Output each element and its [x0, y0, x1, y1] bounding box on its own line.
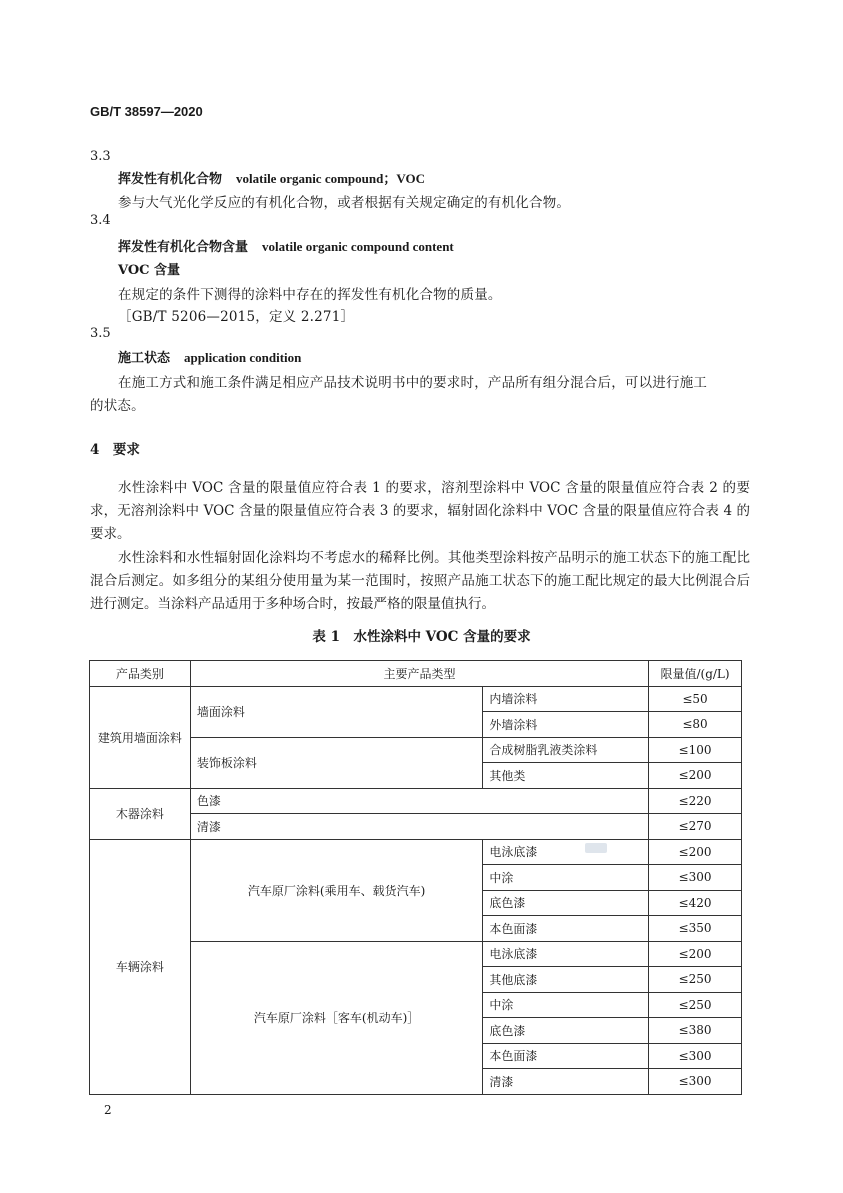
limit-cell: ≤100 [649, 737, 742, 763]
subtype-cell: 中涂 [483, 992, 649, 1018]
paragraph: 水性涂料中 VOC 含量的限量值应符合表 1 的要求，溶剂型涂料中 VOC 含量的限量值应符合表 2 的要求，无溶剂涂料中 VOC 含量的限量值应符合表 3 的要求，辐射固化涂料中 VOC 含量的限量值应符合表 4 的要求。 [90, 480, 750, 542]
voc-limit-table [89, 660, 742, 1095]
type-cell: 汽车原厂涂料［客车(机动车)］ [190, 941, 483, 1094]
category-cell: 建筑用墙面涂料 [90, 686, 191, 788]
term-heading [118, 347, 301, 366]
limit-cell: ≤220 [649, 788, 742, 814]
term-synonym: VOC 含量 [118, 263, 181, 278]
term-source: ［GB/T 5206—2015，定义 2.271］ [118, 309, 355, 325]
term-definition: 在规定的条件下测得的涂料中存在的挥发性有机化合物的质量。 [118, 287, 502, 303]
limit-cell: ≤200 [649, 941, 742, 967]
subtype-cell: 清漆 [483, 1069, 649, 1095]
type-cell: 汽车原厂涂料(乘用车、载货汽车) [190, 839, 483, 941]
subtype-cell: 外墙涂料 [483, 712, 649, 738]
limit-cell: ≤200 [649, 763, 742, 789]
limit-cell: ≤250 [649, 992, 742, 1018]
term-zh: 施工状态 [118, 351, 171, 366]
category-cell: 木器涂料 [90, 788, 191, 839]
subtype-cell: 底色漆 [483, 890, 649, 916]
limit-cell: ≤300 [649, 865, 742, 891]
term-en: volatile organic compound；VOC [236, 171, 425, 186]
type-cell: 清漆 [190, 814, 648, 840]
subtype-cell: 本色面漆 [483, 1043, 649, 1069]
clause-number: 3.5 [90, 326, 111, 341]
subtype-cell: 电泳底漆 [483, 839, 649, 865]
subtype-cell: 电泳底漆 [483, 941, 649, 967]
category-cell: 车辆涂料 [90, 839, 191, 1094]
header-limit: 限量值/(g/L) [649, 661, 742, 687]
subtype-cell: 其他底漆 [483, 967, 649, 993]
limit-cell: ≤300 [649, 1069, 742, 1095]
subtype-cell: 本色面漆 [483, 916, 649, 942]
term-heading [118, 236, 454, 255]
table-row [90, 686, 742, 712]
limit-cell: ≤80 [649, 712, 742, 738]
paragraph: 水性涂料和水性辐射固化涂料均不考虑水的稀释比例。其他类型涂料按产品明示的施工状态下的施工配比混合后测定。如多组分的某组分使用量为某一范围时，按照产品施工状态下的施工配比规定的最大比例混合后进行测定。当涂料产品适用于多种场合时，按最严格的限量值执行。 [90, 550, 750, 612]
term-definition-cont: 的状态。 [90, 398, 145, 414]
subtype-cell: 内墙涂料 [483, 686, 649, 712]
term-en: volatile organic compound content [262, 239, 454, 254]
limit-cell: ≤420 [649, 890, 742, 916]
limit-cell: ≤380 [649, 1018, 742, 1044]
term-heading [118, 168, 425, 187]
table-caption: 表 1 水性涂料中 VOC 含量的要求 [312, 629, 531, 645]
type-cell: 装饰板涂料 [190, 737, 483, 788]
term-zh: 挥发性有机化合物 [118, 172, 223, 187]
table-row [90, 788, 742, 814]
subtype-cell: 合成树脂乳液类涂料 [483, 737, 649, 763]
scan-smudge [585, 843, 607, 853]
term-definition: 在施工方式和施工条件满足相应产品技术说明书中的要求时，产品所有组分混合后，可以进行施工 [118, 375, 708, 391]
subtype-cell: 其他类 [483, 763, 649, 789]
limit-cell: ≤50 [649, 686, 742, 712]
limit-cell: ≤300 [649, 1043, 742, 1069]
clause-number: 3.3 [90, 149, 111, 164]
header-category: 产品类别 [90, 661, 191, 687]
limit-cell: ≤270 [649, 814, 742, 840]
limit-cell: ≤200 [649, 839, 742, 865]
table-header-row [90, 661, 742, 687]
term-en: application condition [184, 350, 302, 365]
table-row [90, 839, 742, 865]
type-cell: 墙面涂料 [190, 686, 483, 737]
clause-number: 3.4 [90, 213, 111, 228]
page-number: 2 [104, 1103, 112, 1117]
header-type: 主要产品类型 [190, 661, 648, 687]
limit-cell: ≤250 [649, 967, 742, 993]
standard-number: GB/T 38597—2020 [90, 104, 203, 119]
subtype-cell: 中涂 [483, 865, 649, 891]
type-cell: 色漆 [190, 788, 648, 814]
limit-cell: ≤350 [649, 916, 742, 942]
section-title: 4 要求 [90, 442, 140, 458]
term-definition: 参与大气光化学反应的有机化合物，或者根据有关规定确定的有机化合物。 [118, 195, 571, 211]
subtype-cell: 底色漆 [483, 1018, 649, 1044]
term-zh: 挥发性有机化合物含量 [118, 240, 249, 255]
